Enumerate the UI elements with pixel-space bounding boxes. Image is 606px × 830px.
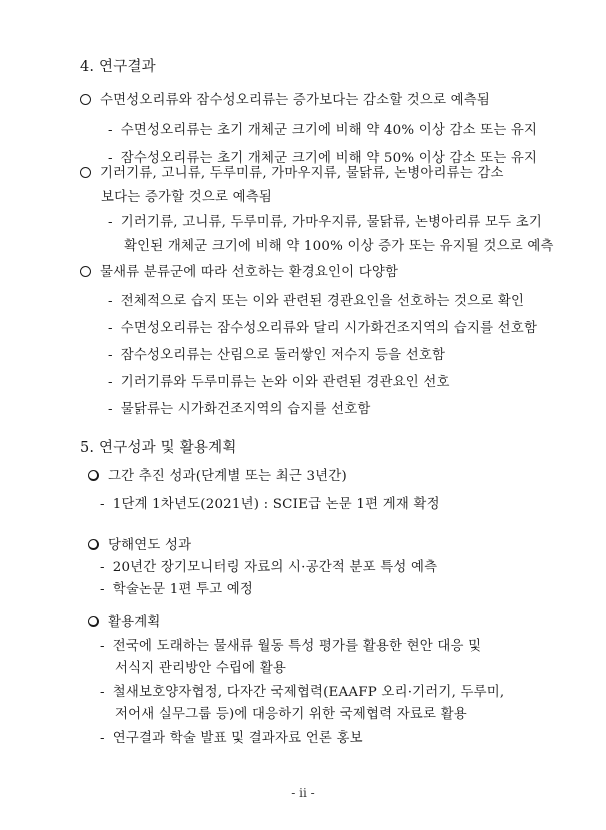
sub-item: - 전체적으로 습지 또는 이와 관련된 경관요인을 선호하는 것으로 확인 — [108, 294, 525, 309]
circle-bullet-icon — [80, 266, 91, 277]
dash-icon: - — [100, 639, 105, 654]
section-heading: 4. 연구결과 — [80, 59, 156, 75]
dash-icon: - — [108, 321, 113, 336]
bullet-item: 활용계획 — [88, 614, 161, 632]
sub-item: - 전국에 도래하는 물새류 월동 특성 평가를 활용한 현안 대응 및 — [100, 639, 482, 654]
bullet-item-continuation: 보다는 증가할 것으로 예측됨 — [101, 190, 272, 205]
dash-icon: - — [108, 294, 113, 309]
sub-item: - 기러기류, 고니류, 두루미류, 가마우지류, 물닭류, 논병아리류 모두 초기 — [108, 215, 542, 230]
sub-item: - 수면성오리류는 잠수성오리류와 달리 시가화건조지역의 습지를 선호함 — [108, 321, 538, 336]
dash-icon: - — [108, 215, 113, 230]
section-heading: 5. 연구성과 및 활용계획 — [80, 440, 237, 456]
dash-icon: - — [100, 497, 105, 512]
bullet-item: 수면성오리류와 잠수성오리류는 증가보다는 감소할 것으로 예측됨 — [80, 92, 490, 110]
dash-icon: - — [108, 375, 113, 390]
circle-bullet-icon — [80, 94, 91, 105]
sub-item: - 기러기류와 두루미류는 논와 이와 관련된 경관요인 선호 — [108, 375, 450, 390]
circle-bullet-icon — [88, 539, 99, 550]
sub-item-continuation: 서식지 관리방안 수립에 활용 — [115, 661, 286, 676]
bullet-item: 당해연도 성과 — [88, 537, 191, 555]
sub-item: - 잠수성오리류는 초기 개체군 크기에 비해 약 50% 이상 감소 또는 유지 — [108, 151, 538, 166]
dash-icon: - — [108, 123, 113, 138]
sub-item: - 1단계 1차년도(2021년) : SCIE급 논문 1편 게재 확정 — [100, 497, 440, 512]
dash-icon: - — [108, 348, 113, 363]
dash-icon: - — [100, 731, 105, 746]
sub-item: - 물닭류는 시가화건조지역의 습지를 선호함 — [108, 402, 371, 417]
circle-bullet-icon — [80, 167, 91, 178]
sub-item: - 철새보호양자협정, 다자간 국제협력(EAAFP 오리·기러기, 두루미, — [100, 685, 505, 700]
circle-bullet-icon — [88, 616, 99, 627]
dash-icon: - — [100, 560, 105, 575]
sub-item: - 20년간 장기모니터링 자료의 시·공간적 분포 특성 예측 — [100, 560, 438, 575]
sub-item-continuation: 확인된 개체군 크기에 비해 약 100% 이상 증가 또는 유지될 것으로 예측 — [124, 239, 554, 254]
dash-icon: - — [108, 402, 113, 417]
bullet-item: 그간 추진 성과(단계별 또는 최근 3년간) — [88, 468, 347, 486]
sub-item: - 학술논문 1편 투고 예정 — [100, 582, 254, 597]
dash-icon: - — [100, 685, 105, 700]
dash-icon: - — [108, 151, 113, 166]
circle-bullet-icon — [88, 470, 99, 481]
sub-item: - 잠수성오리류는 산림으로 둘러쌓인 저수지 등을 선호함 — [108, 348, 446, 363]
dash-icon: - — [100, 582, 105, 597]
page-number: - ii - — [291, 786, 315, 800]
sub-item-continuation: 저어새 실무그룹 등)에 대응하기 위한 국제협력 자료로 활용 — [115, 707, 467, 722]
bullet-item: 물새류 분류군에 따라 선호하는 환경요인이 다양함 — [80, 264, 398, 282]
sub-item: - 수면성오리류는 초기 개체군 크기에 비해 약 40% 이상 감소 또는 유지 — [108, 123, 538, 138]
bullet-item: 기러기류, 고니류, 두루미류, 가마우지류, 물닭류, 논병아리류는 감소 — [80, 165, 504, 183]
sub-item: - 연구결과 학술 발표 및 결과자료 언론 홍보 — [100, 731, 363, 746]
